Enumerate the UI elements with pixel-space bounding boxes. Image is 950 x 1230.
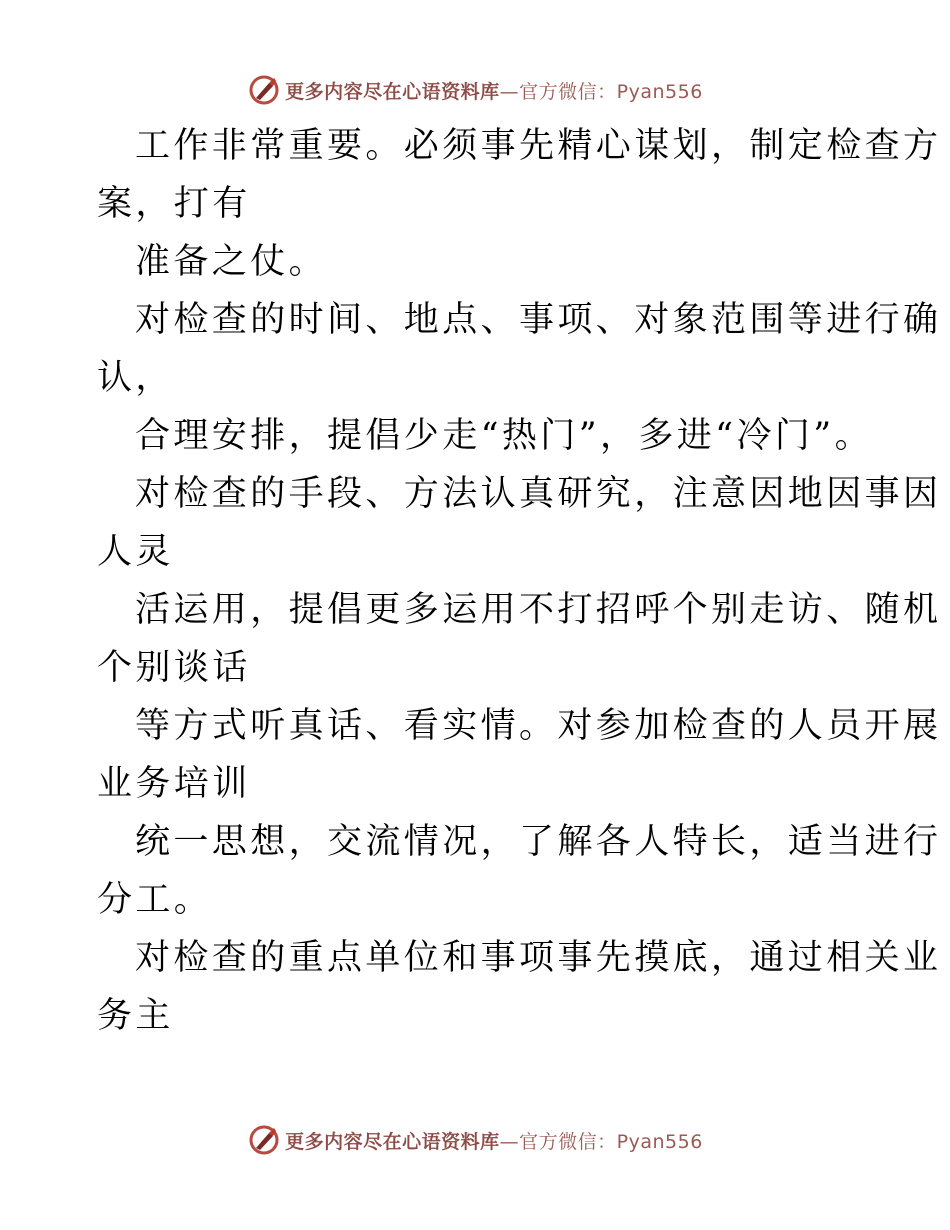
document-body <box>97 117 942 1045</box>
body-line: 准备之仗。 <box>135 242 328 282</box>
footer-watermark <box>0 1120 950 1160</box>
header-watermark <box>0 70 950 110</box>
body-line: 对检查的重点单位和事项事先摸底，通过相关业 <box>135 938 942 978</box>
body-line: 等方式听真话、看实情。对参加检查的人员开展 <box>135 706 942 746</box>
header-wechat-text: 官方微信：Pyan556 <box>519 80 703 103</box>
body-line: 活运用，提倡更多运用不打招呼个别走访、随机 <box>135 590 942 630</box>
body-line: 案，打有 <box>97 184 251 224</box>
body-line: 人灵 <box>97 532 174 572</box>
body-line: 对检查的时间、地点、事项、对象范围等进行确 <box>135 300 942 340</box>
body-line: 业务培训 <box>97 764 251 804</box>
body-line: 分工。 <box>97 880 213 920</box>
body-line: 个别谈话 <box>97 648 251 688</box>
header-separator: — <box>499 80 520 103</box>
pen-logo-icon <box>247 1123 281 1157</box>
pen-logo-icon <box>247 73 281 107</box>
header-brand-text: 更多内容尽在心语资料库 <box>285 80 500 103</box>
body-line: 统一思想，交流情况，了解各人特长，适当进行 <box>135 822 942 862</box>
body-line: 认， <box>97 358 174 398</box>
footer-brand-text: 更多内容尽在心语资料库 <box>285 1130 500 1153</box>
footer-separator: — <box>499 1130 520 1153</box>
body-line: 对检查的手段、方法认真研究，注意因地因事因 <box>135 474 942 514</box>
body-line: 工作非常重要。必须事先精心谋划，制定检查方 <box>135 126 942 166</box>
body-line: 务主 <box>97 996 174 1036</box>
footer-wechat-text: 官方微信：Pyan556 <box>519 1130 703 1153</box>
body-line: 合理安排，提倡少走“热门”，多进“冷门”。 <box>135 416 873 456</box>
